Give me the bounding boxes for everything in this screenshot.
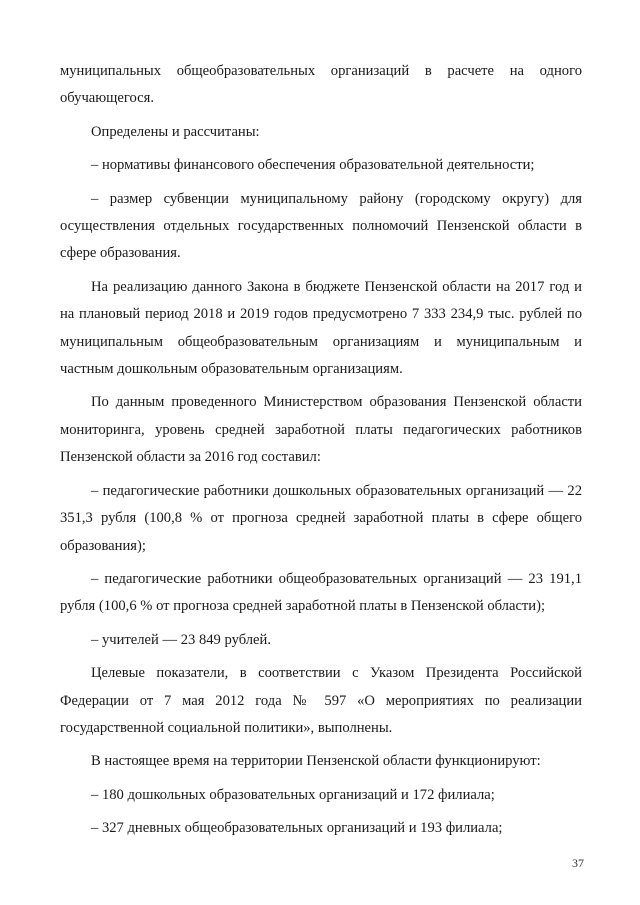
paragraph-currently-functioning: В настоящее время на территории Пензенской области функционируют: — [91, 753, 541, 770]
page-number: 37 — [572, 856, 584, 870]
paragraph-monitoring: По данным проведенного Министерством образования Пензенской области мониторинга, уровень средней заработной платы педагогических работников Пензенской области за 2016 год составил: — [60, 394, 582, 466]
paragraph-budget: На реализацию данного Закона в бюджете Пензенской области на 2017 год и на плановый период 2018 и 2019 годов предусмотрено 7 333 234,9 тыс. рублей по муниципальным общеобразовательным организациям и муниципальным и частным дошкольным образовательным организациям. — [60, 278, 582, 378]
list-item-preschool-organizations: – 180 дошкольных образовательных организаций и 172 филиала; — [91, 786, 495, 803]
document-page — [60, 58, 582, 843]
list-item-financing-norms: – нормативы финансового обеспечения образовательной деятельности; — [91, 157, 535, 174]
list-item-subvention-size: – размер субвенции муниципальному району (городскому округу) для осуществления отдельных государственных полномочий Пензенской области в сфере образования. — [60, 190, 582, 262]
paragraph-per-student: муниципальных общеобразовательных организаций в расчете на одного обучающегося. — [60, 63, 582, 107]
list-item-general-education-salary: – педагогические работники общеобразовательных организаций — 23 191,1 рубля (100,6 % от прогноза средней заработной платы в Пензенской области); — [60, 570, 582, 615]
list-item-teachers-salary: – учителей — 23 849 рублей. — [91, 631, 271, 648]
list-item-day-schools: – 327 дневных общеобразовательных организаций и 193 филиала; — [91, 820, 503, 837]
paragraph-defined-heading: Определены и рассчитаны: — [91, 123, 260, 140]
paragraph-target-indicators: Целевые показатели, в соответствии с Указом Президента Российской Федерации от 7 мая 2012 года № 597 «О мероприятиях по реализации государственной социальной политики», выполнены. — [60, 665, 582, 736]
list-item-preschool-salary: – педагогические работники дошкольных образовательных организаций — 22 351,3 рубля (100,8 % от прогноза средней заработной платы в сфере общего образования); — [60, 482, 582, 554]
